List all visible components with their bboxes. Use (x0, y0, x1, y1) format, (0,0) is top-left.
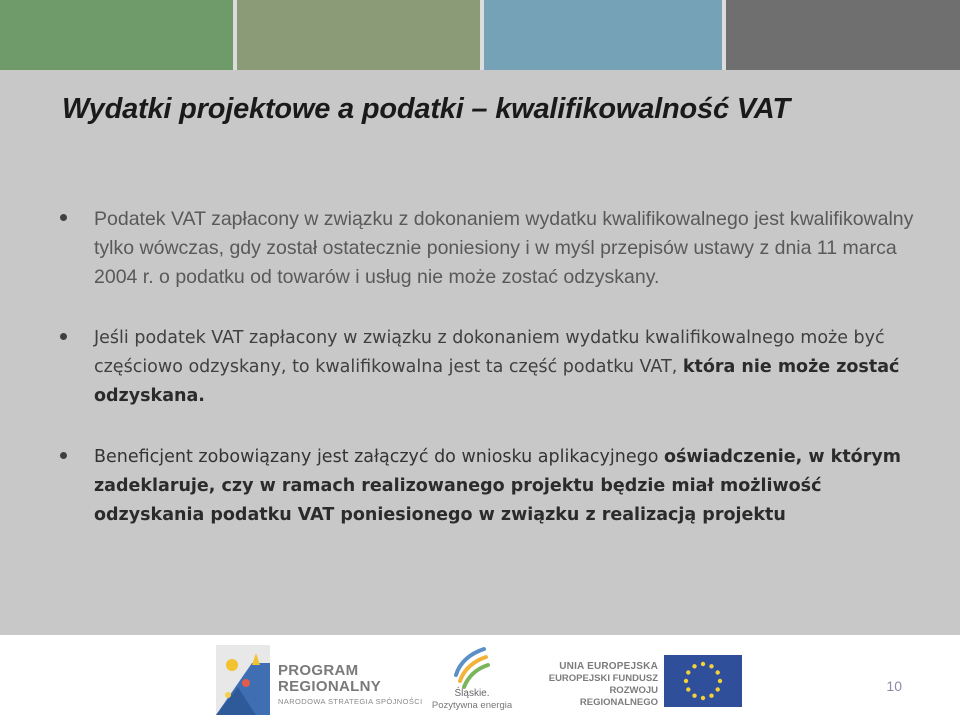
bullet-2-text: Jeśli podatek VAT zapłacony w związku z dokonaniem wydatku kwalifikowalnego może być częściowo odzyskany, to kwalifikowalna jest ta część podatku VAT, (94, 328, 885, 377)
bullet-dot-icon (60, 214, 67, 221)
bullet-1-text: Podatek VAT zapłacony w związku z dokonaniem wydatku kwalifikowalnego jest kwalifikowalny tylko wówczas, gdy został ostatecznie poniesiony i w myśl przepisów ustawy z dnia 11 marca 2004 r. o podatku od towarów i usług nie może zostać odzyskany. (94, 208, 914, 288)
program-line: PROGRAM (278, 662, 359, 679)
strategia-line: NARODOWA STRATEGIA SPÓJNOŚCI (278, 697, 423, 706)
bullet-item-1 (60, 205, 920, 292)
band-segment-5 (484, 0, 722, 70)
ue-line-1: UNIA EUROPEJSKA (559, 661, 658, 672)
program-regionalny-logo-icon (212, 643, 274, 717)
band-segment-7 (726, 0, 960, 70)
bullet-3-bold-text: oświadczenie, w którym zadeklaruje, czy w ramach realizowanego projektu będzie miał możliwość odzyskania podatku VAT poniesionego w związku z realizacją projektu (94, 447, 901, 525)
ue-line-3: ROZWOJU REGIONALNEGO (579, 685, 658, 708)
band-segment-1 (0, 0, 233, 70)
band-segment-3 (237, 0, 480, 70)
bullet-item-3 (60, 443, 920, 530)
program-regionalny-text (278, 663, 423, 706)
bullet-item-2 (60, 324, 920, 411)
slaskie-text (430, 688, 514, 712)
slaskie-name: Śląskie. (454, 688, 490, 699)
page-number: 10 (886, 678, 902, 694)
ue-line-2: EUROPEJSKI FUNDUSZ (548, 673, 658, 684)
bullet-dot-icon (60, 333, 67, 340)
slide-title: Wydatki projektowe a podatki – kwalifikowalność VAT (62, 93, 790, 125)
eu-flag-icon (664, 655, 742, 707)
regionalny-line: REGIONALNY (278, 678, 382, 695)
bullet-list (60, 205, 920, 562)
bullet-2-bold-text: która nie może zostać odzyskana. (94, 357, 900, 406)
ue-text (530, 660, 658, 709)
top-color-band (0, 0, 960, 70)
slaskie-slogan: Pozytywna energia (431, 700, 513, 711)
bullet-3-text: Beneficjent zobowiązany jest załączyć do wniosku aplikacyjnego (94, 447, 664, 467)
bullet-dot-icon (60, 452, 67, 459)
slaskie-logo-icon (450, 645, 490, 689)
